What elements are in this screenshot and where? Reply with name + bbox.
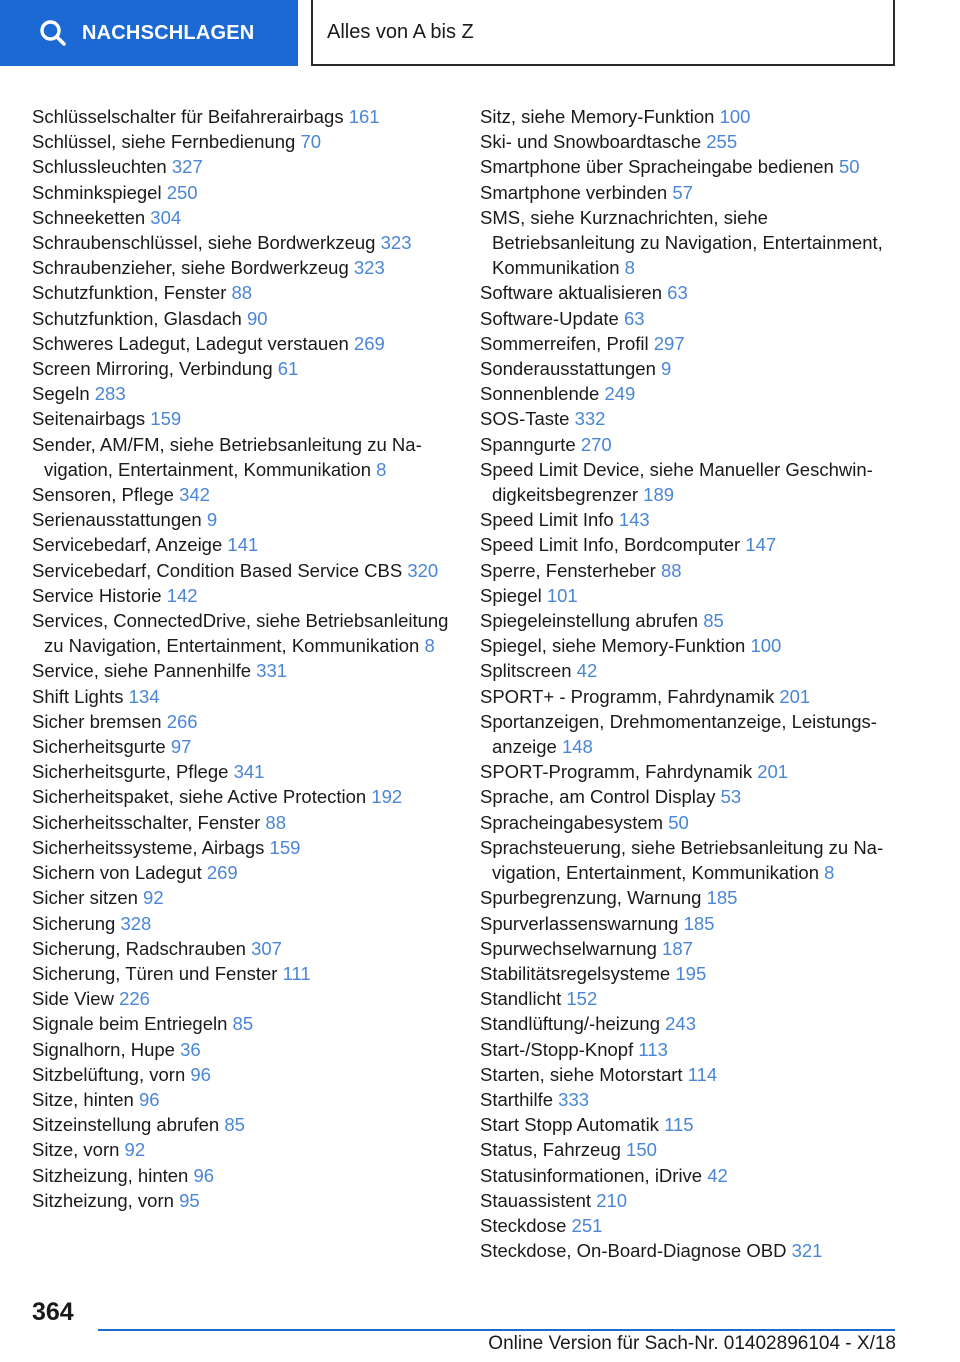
- index-entry-term: Sicherung, Radschrauben: [32, 937, 246, 959]
- index-entry-term: Spracheingabesystem: [480, 811, 664, 833]
- index-entry: [32, 1188, 452, 1213]
- index-entry: [32, 255, 452, 280]
- index-entry-term: Spurbegrenzung, Warnung: [480, 887, 702, 909]
- index-entry: [480, 810, 900, 835]
- index-entry-term: Servicebedarf, Condition Based Service CBS: [32, 559, 403, 581]
- index-entry: [480, 104, 900, 129]
- index-entry-term: Splitscreen: [480, 660, 572, 682]
- index-entry-page-link[interactable]: 323: [353, 257, 385, 279]
- index-entry: [480, 180, 900, 205]
- index-entry-page-link[interactable]: 95: [179, 1189, 200, 1211]
- index-entry-term: Start Stopp Automatik: [480, 1114, 659, 1136]
- index-entry-term: Serienausstattungen: [32, 509, 202, 531]
- index-entry-term: Services, ConnectedDrive, siehe Betriebsanleitung zu Navigation, Entertainment, Kommunikation: [32, 610, 449, 657]
- index-entry-term: Schraubenzieher, siehe Bordwerkzeug: [32, 257, 349, 279]
- index-entry-page-link[interactable]: 304: [150, 206, 182, 228]
- index-entry-term: Spanngurte: [480, 433, 576, 455]
- index-entry-term: Start-/Stopp-Knopf: [480, 1038, 634, 1060]
- index-entry-term: SMS, siehe Kurznachrichten, siehe Betriebsanleitung zu Navigation, Entertainment, Kommunikation: [480, 206, 883, 279]
- index-entry: [32, 381, 452, 406]
- index-entry-page-link[interactable]: 8: [624, 257, 635, 279]
- index-entry: [480, 129, 900, 154]
- index-entry-term: Spurwechselwarnung: [480, 937, 657, 959]
- index-entry: [480, 911, 900, 936]
- index-entry-page-link[interactable]: 195: [675, 962, 707, 984]
- index-entry-page-link[interactable]: 243: [665, 1013, 697, 1035]
- index-entry: [480, 507, 900, 532]
- index-entry: [32, 1087, 452, 1112]
- index-entry-term: Smartphone verbinden: [480, 181, 668, 203]
- index-entry-term: Signale beim Entriegeln: [32, 1013, 228, 1035]
- nachschlagen-tab[interactable]: [0, 0, 298, 66]
- index-entry-term: Schminkspiegel: [32, 181, 162, 203]
- index-entry-term: Sicherung, Türen und Fenster: [32, 962, 278, 984]
- index-entry-term: Sichern von Ladegut: [32, 862, 202, 884]
- online-version-note: Online Version für Sach-Nr. 01402896104 - X/18: [488, 1333, 896, 1354]
- index-entry: [32, 306, 452, 331]
- index-entry-page-link[interactable]: 57: [672, 181, 693, 203]
- index-entry: [480, 709, 900, 759]
- index-entry-page-link[interactable]: 249: [604, 383, 636, 405]
- index-entry: [480, 684, 900, 709]
- index-entry: [480, 835, 900, 885]
- index-entry-page-link[interactable]: 327: [171, 156, 203, 178]
- index-entry: [32, 280, 452, 305]
- index-entry-term: Sicherung: [32, 912, 116, 934]
- index-entry-term: Schweres Ladegut, Ladegut verstauen: [32, 332, 349, 354]
- index-entry-page-link[interactable]: 269: [353, 332, 385, 354]
- index-entry: [480, 784, 900, 809]
- index-entry-page-link[interactable]: 321: [791, 1240, 823, 1262]
- index-entry-page-link[interactable]: 53: [720, 786, 742, 808]
- index-entry-term: Starthilfe: [480, 1088, 554, 1110]
- index-entry-page-link[interactable]: 142: [166, 584, 198, 606]
- index-entry: [32, 936, 452, 961]
- index-entry-page-link[interactable]: 189: [643, 484, 675, 506]
- index-entry-page-link[interactable]: 210: [596, 1189, 628, 1211]
- index-entry-term: Sicher bremsen: [32, 710, 162, 732]
- index-entry-term: Schutzfunktion, Glasdach: [32, 307, 242, 329]
- index-entry: [32, 406, 452, 431]
- index-entry-term: Spiegeleinstellung abrufen: [480, 610, 699, 632]
- index-entry-term: Sicherheitsgurte: [32, 736, 166, 758]
- index-entry-page-link[interactable]: 185: [683, 912, 715, 934]
- index-entry: [32, 684, 452, 709]
- index-entry-term: Sitzbelüftung, vorn: [32, 1063, 186, 1085]
- index-entry: [32, 532, 452, 557]
- index-entry: [480, 1037, 900, 1062]
- index-entry-term: Sicherheitspaket, siehe Active Protection: [32, 786, 367, 808]
- nachschlagen-tab-label: NACHSCHLAGEN: [82, 21, 255, 44]
- index-entry-page-link[interactable]: 269: [206, 862, 238, 884]
- index-entry-term: Sperre, Fensterheber: [480, 559, 656, 581]
- index-entry-term: Sitze, vorn: [32, 1139, 120, 1161]
- index-entry: [480, 1137, 900, 1162]
- index-entry: [32, 608, 452, 658]
- index-entry-page-link[interactable]: 333: [558, 1088, 590, 1110]
- index-entry: [480, 1011, 900, 1036]
- index-entry-term: Steckdose: [480, 1214, 567, 1236]
- index-entry-page-link[interactable]: 341: [233, 761, 265, 783]
- index-entry: [480, 205, 900, 281]
- index-entry-term: Statusinformationen, iDrive: [480, 1164, 703, 1186]
- index-entry: [480, 1188, 900, 1213]
- index-entry-page-link[interactable]: 9: [206, 509, 218, 531]
- index-entry-page-link[interactable]: 92: [124, 1139, 146, 1161]
- index-entry-page-link[interactable]: 101: [546, 584, 578, 606]
- index-entry-page-link[interactable]: 8: [376, 458, 387, 480]
- index-entry-term: Speed Limit Info: [480, 509, 614, 531]
- index-entry: [480, 936, 900, 961]
- index-entry-page-link[interactable]: 88: [660, 559, 682, 581]
- index-entry: [32, 104, 452, 129]
- index-entry-term: Side View: [32, 988, 114, 1010]
- index-entry-page-link[interactable]: 266: [166, 710, 198, 732]
- index-entry-page-link[interactable]: 90: [246, 307, 268, 329]
- index-entry-page-link[interactable]: 85: [703, 610, 724, 632]
- index-entry: [480, 558, 900, 583]
- index-entry: [32, 810, 452, 835]
- index-entry-page-link[interactable]: 187: [662, 937, 693, 959]
- index-entry: [480, 356, 900, 381]
- index-entry-page-link[interactable]: 192: [371, 786, 403, 808]
- index-entry-page-link[interactable]: 143: [618, 509, 650, 531]
- index-entry-term: Sportanzeigen, Drehmomentanzeige, Leistungsanzeige: [480, 710, 877, 758]
- index-entry: [32, 986, 452, 1011]
- index-entry-page-link[interactable]: 96: [190, 1063, 211, 1085]
- index-entry-page-link[interactable]: 9: [661, 358, 672, 380]
- index-entry-term: Schutzfunktion, Fenster: [32, 282, 227, 304]
- index-entry: [480, 306, 900, 331]
- index-entry: [480, 406, 900, 431]
- index-entry: [32, 482, 452, 507]
- index-entry: [32, 1037, 452, 1062]
- index-entry-page-link[interactable]: 161: [348, 106, 380, 127]
- index-entry-term: Seitenairbags: [32, 408, 146, 430]
- index-entry-page-link[interactable]: 332: [574, 408, 606, 430]
- index-entry-page-link[interactable]: 92: [143, 887, 164, 909]
- index-entry: [32, 558, 452, 583]
- index-entry: [480, 457, 900, 507]
- index-entry-term: Schneeketten: [32, 206, 146, 228]
- index-entry-page-link[interactable]: 115: [664, 1114, 694, 1136]
- index-entry-page-link[interactable]: 8: [424, 635, 435, 657]
- index-entry: [32, 860, 452, 885]
- index-entry-term: Sicher sitzen: [32, 887, 138, 909]
- index-entry-term: Service Historie: [32, 584, 162, 606]
- index-entry-page-link[interactable]: 148: [561, 736, 593, 758]
- index-entry: [32, 205, 452, 230]
- index-entry-page-link[interactable]: 85: [232, 1013, 254, 1035]
- index-entry-page-link[interactable]: 331: [256, 660, 288, 682]
- index-entry-term: Segeln: [32, 383, 90, 405]
- index-entry-term: SOS-Taste: [480, 408, 570, 430]
- index-entry-term: Status, Fahrzeug: [480, 1139, 621, 1161]
- index-entry-page-link[interactable]: 111: [282, 962, 311, 984]
- index-entry-term: Sender, AM/FM, siehe Betriebsanleitung zu Navigation, Entertainment, Kommunikation: [32, 433, 422, 480]
- index-entry-term: Sitz, siehe Memory-Funktion: [480, 106, 715, 127]
- index-entry-page-link[interactable]: 85: [224, 1114, 245, 1136]
- index-entry-page-link[interactable]: 342: [179, 484, 210, 506]
- index-entry-term: Ski- und Snowboardtasche: [480, 131, 702, 153]
- index-entry-term: Steckdose, On-Board-Diagnose OBD: [480, 1240, 787, 1262]
- index-entry-term: Sicherheitsgurte, Pflege: [32, 761, 229, 783]
- index-entry-term: Schraubenschlüssel, siehe Bordwerkzeug: [32, 232, 376, 254]
- index-entry: [32, 911, 452, 936]
- index-entry-page-link[interactable]: 147: [745, 534, 777, 556]
- index-entry-page-link[interactable]: 42: [576, 660, 598, 682]
- index-entry-page-link[interactable]: 8: [824, 862, 835, 884]
- index-entry-term: Sitzeinstellung abrufen: [32, 1114, 220, 1136]
- index-entry-page-link[interactable]: 134: [128, 685, 160, 707]
- index-entry-page-link[interactable]: 159: [150, 408, 182, 430]
- index-entry-page-link[interactable]: 152: [566, 988, 598, 1010]
- index-entry: [32, 583, 452, 608]
- index-entry-page-link[interactable]: 88: [265, 811, 286, 833]
- index-entry-term: Screen Mirroring, Verbindung: [32, 358, 273, 380]
- index-entry-page-link[interactable]: 201: [779, 685, 811, 707]
- index-entry: [480, 154, 900, 179]
- index-entry-page-link[interactable]: 114: [687, 1063, 718, 1085]
- index-entry-term: Signalhorn, Hupe: [32, 1038, 175, 1060]
- index-entry-page-link[interactable]: 226: [119, 988, 150, 1010]
- index-entry-term: Spiegel, siehe Memory-Funktion: [480, 635, 746, 657]
- index-entry: [32, 709, 452, 734]
- index-entry-term: Sitzheizung, vorn: [32, 1189, 174, 1211]
- index-entry: [32, 759, 452, 784]
- index-entry-page-link[interactable]: 255: [706, 131, 738, 153]
- index-entry-term: Smartphone über Spracheingabe bedienen: [480, 156, 834, 178]
- index-entry-term: Service, siehe Pannenhilfe: [32, 660, 252, 682]
- index-entry: [32, 180, 452, 205]
- page-number: 364: [32, 1298, 74, 1326]
- index-entry: [32, 1112, 452, 1137]
- index-entry-term: Schlüsselschalter für Beifahrerairbags: [32, 106, 344, 127]
- index-entry-page-link[interactable]: 141: [227, 534, 259, 556]
- index-entry-page-link[interactable]: 100: [750, 635, 782, 657]
- index-entry-term: Sicherheitssysteme, Airbags: [32, 836, 265, 858]
- index-entry-term: Sensoren, Pflege: [32, 484, 174, 506]
- index-entry: [480, 633, 900, 658]
- index-entry: [480, 1238, 900, 1263]
- index-entry: [32, 835, 452, 860]
- index-entry-term: Sitze, hinten: [32, 1088, 134, 1110]
- index-entry: [480, 432, 900, 457]
- index-entry: [32, 331, 452, 356]
- index-entry: [480, 532, 900, 557]
- index-entry: [32, 734, 452, 759]
- index-entry-page-link[interactable]: 297: [653, 332, 685, 354]
- index-entry-term: Spiegel: [480, 584, 542, 606]
- index-entry-term: Schlussleuchten: [32, 156, 167, 178]
- index-entry-term: Schlüssel, siehe Fernbedienung: [32, 131, 296, 153]
- index-entry: [32, 230, 452, 255]
- index-entry-page-link[interactable]: 323: [380, 232, 412, 254]
- index-entry-term: Sicherheitsschalter, Fenster: [32, 811, 261, 833]
- index-entry-page-link[interactable]: 251: [571, 1214, 603, 1236]
- index-entry: [480, 986, 900, 1011]
- index-entry: [480, 759, 900, 784]
- index-entry-page-link[interactable]: 201: [757, 761, 789, 783]
- index-entry-page-link[interactable]: 70: [300, 131, 322, 153]
- index-entry-term: Sonderausstattungen: [480, 358, 656, 380]
- index-entry-term: Software aktualisieren: [480, 282, 663, 304]
- index-entry-page-link[interactable]: 42: [707, 1164, 728, 1186]
- index-entry-term: SPORT-Programm, Fahrdynamik: [480, 761, 753, 783]
- index-entry: [480, 381, 900, 406]
- index-entry-term: Standlüftung/-heizung: [480, 1013, 660, 1035]
- index-entry-page-link[interactable]: 63: [667, 282, 688, 304]
- index-entry-page-link[interactable]: 63: [623, 307, 645, 329]
- footer-divider: [98, 1329, 895, 1331]
- index-entry: [480, 280, 900, 305]
- index-entry-term: Shift Lights: [32, 685, 124, 707]
- index-entry: [480, 961, 900, 986]
- index-entry-term: Sitzheizung, hinten: [32, 1164, 189, 1186]
- index-entry: [480, 1112, 900, 1137]
- index-entry: [480, 1087, 900, 1112]
- index-entry: [480, 583, 900, 608]
- index-entry: [32, 961, 452, 986]
- index-entry-term: Sprache, am Control Display: [480, 786, 716, 808]
- index-entry: [480, 658, 900, 683]
- index-entry: [480, 885, 900, 910]
- index-entry: [32, 784, 452, 809]
- index-entry: [480, 608, 900, 633]
- index-entry-page-link[interactable]: 307: [251, 937, 282, 959]
- index-entry-term: Sprachsteuerung, siehe Betriebsanleitung zu Navigation, Entertainment, Kommunikation: [480, 836, 884, 884]
- index-entry: [32, 356, 452, 381]
- index-entry: [32, 432, 452, 482]
- index-entry-page-link[interactable]: 328: [120, 912, 152, 934]
- index-entry-page-link[interactable]: 159: [269, 836, 301, 858]
- index-entry-page-link[interactable]: 100: [719, 106, 751, 127]
- index-entry-term: Software-Update: [480, 307, 619, 329]
- index-column-left: [32, 104, 452, 1213]
- index-entry-term: Starten, siehe Motorstart: [480, 1063, 683, 1085]
- index-column-right: [480, 104, 900, 1263]
- index-entry-term: Stauassistent: [480, 1189, 592, 1211]
- index-entry-term: Sommerreifen, Profil: [480, 332, 649, 354]
- index-entry-term: Speed Limit Info, Bordcomputer: [480, 534, 741, 556]
- index-entry: [32, 885, 452, 910]
- index-entry: [32, 154, 452, 179]
- index-entry-page-link[interactable]: 50: [668, 811, 689, 833]
- index-entry-term: Spurverlassenswarnung: [480, 912, 679, 934]
- index-entry: [32, 129, 452, 154]
- index-entry-page-link[interactable]: 88: [231, 282, 253, 304]
- index-entry-page-link[interactable]: 320: [407, 559, 439, 581]
- index-entry-term: Standlicht: [480, 988, 562, 1010]
- index-entry: [32, 658, 452, 683]
- index-entry-page-link[interactable]: 150: [626, 1139, 657, 1161]
- index-entry-page-link[interactable]: 96: [193, 1164, 215, 1186]
- index-entry-term: Sonnenblende: [480, 383, 600, 405]
- index-entry: [32, 1011, 452, 1036]
- index-entry-page-link[interactable]: 270: [580, 433, 612, 455]
- index-entry: [480, 331, 900, 356]
- index-entry: [32, 1163, 452, 1188]
- index-entry-term: Stabilitätsregelsysteme: [480, 962, 671, 984]
- index-entry-page-link[interactable]: 113: [638, 1038, 668, 1060]
- index-entry: [480, 1213, 900, 1238]
- index-entry-page-link[interactable]: 97: [170, 736, 192, 758]
- index-entry: [32, 1062, 452, 1087]
- index-entry-page-link[interactable]: 96: [138, 1088, 160, 1110]
- index-entry-page-link[interactable]: 61: [277, 358, 299, 380]
- index-entry: [480, 1163, 900, 1188]
- index-entry-page-link[interactable]: 185: [706, 887, 738, 909]
- index-entry-page-link[interactable]: 36: [180, 1038, 201, 1060]
- index-entry: [32, 1137, 452, 1162]
- index-entry-page-link[interactable]: 50: [838, 156, 860, 178]
- index-entry-page-link[interactable]: 283: [94, 383, 126, 405]
- index-entry-term: SPORT+ - Programm, Fahrdynamik: [480, 685, 775, 707]
- index-entry: [480, 1062, 900, 1087]
- index-entry: [32, 507, 452, 532]
- section-title: Alles von A bis Z: [311, 0, 895, 66]
- index-entry-term: Servicebedarf, Anzeige: [32, 534, 223, 556]
- index-entry-term: Speed Limit Device, siehe Manueller Geschwindigkeitsbegrenzer: [480, 458, 873, 506]
- search-icon: [38, 18, 68, 48]
- index-entry-page-link[interactable]: 250: [166, 181, 198, 203]
